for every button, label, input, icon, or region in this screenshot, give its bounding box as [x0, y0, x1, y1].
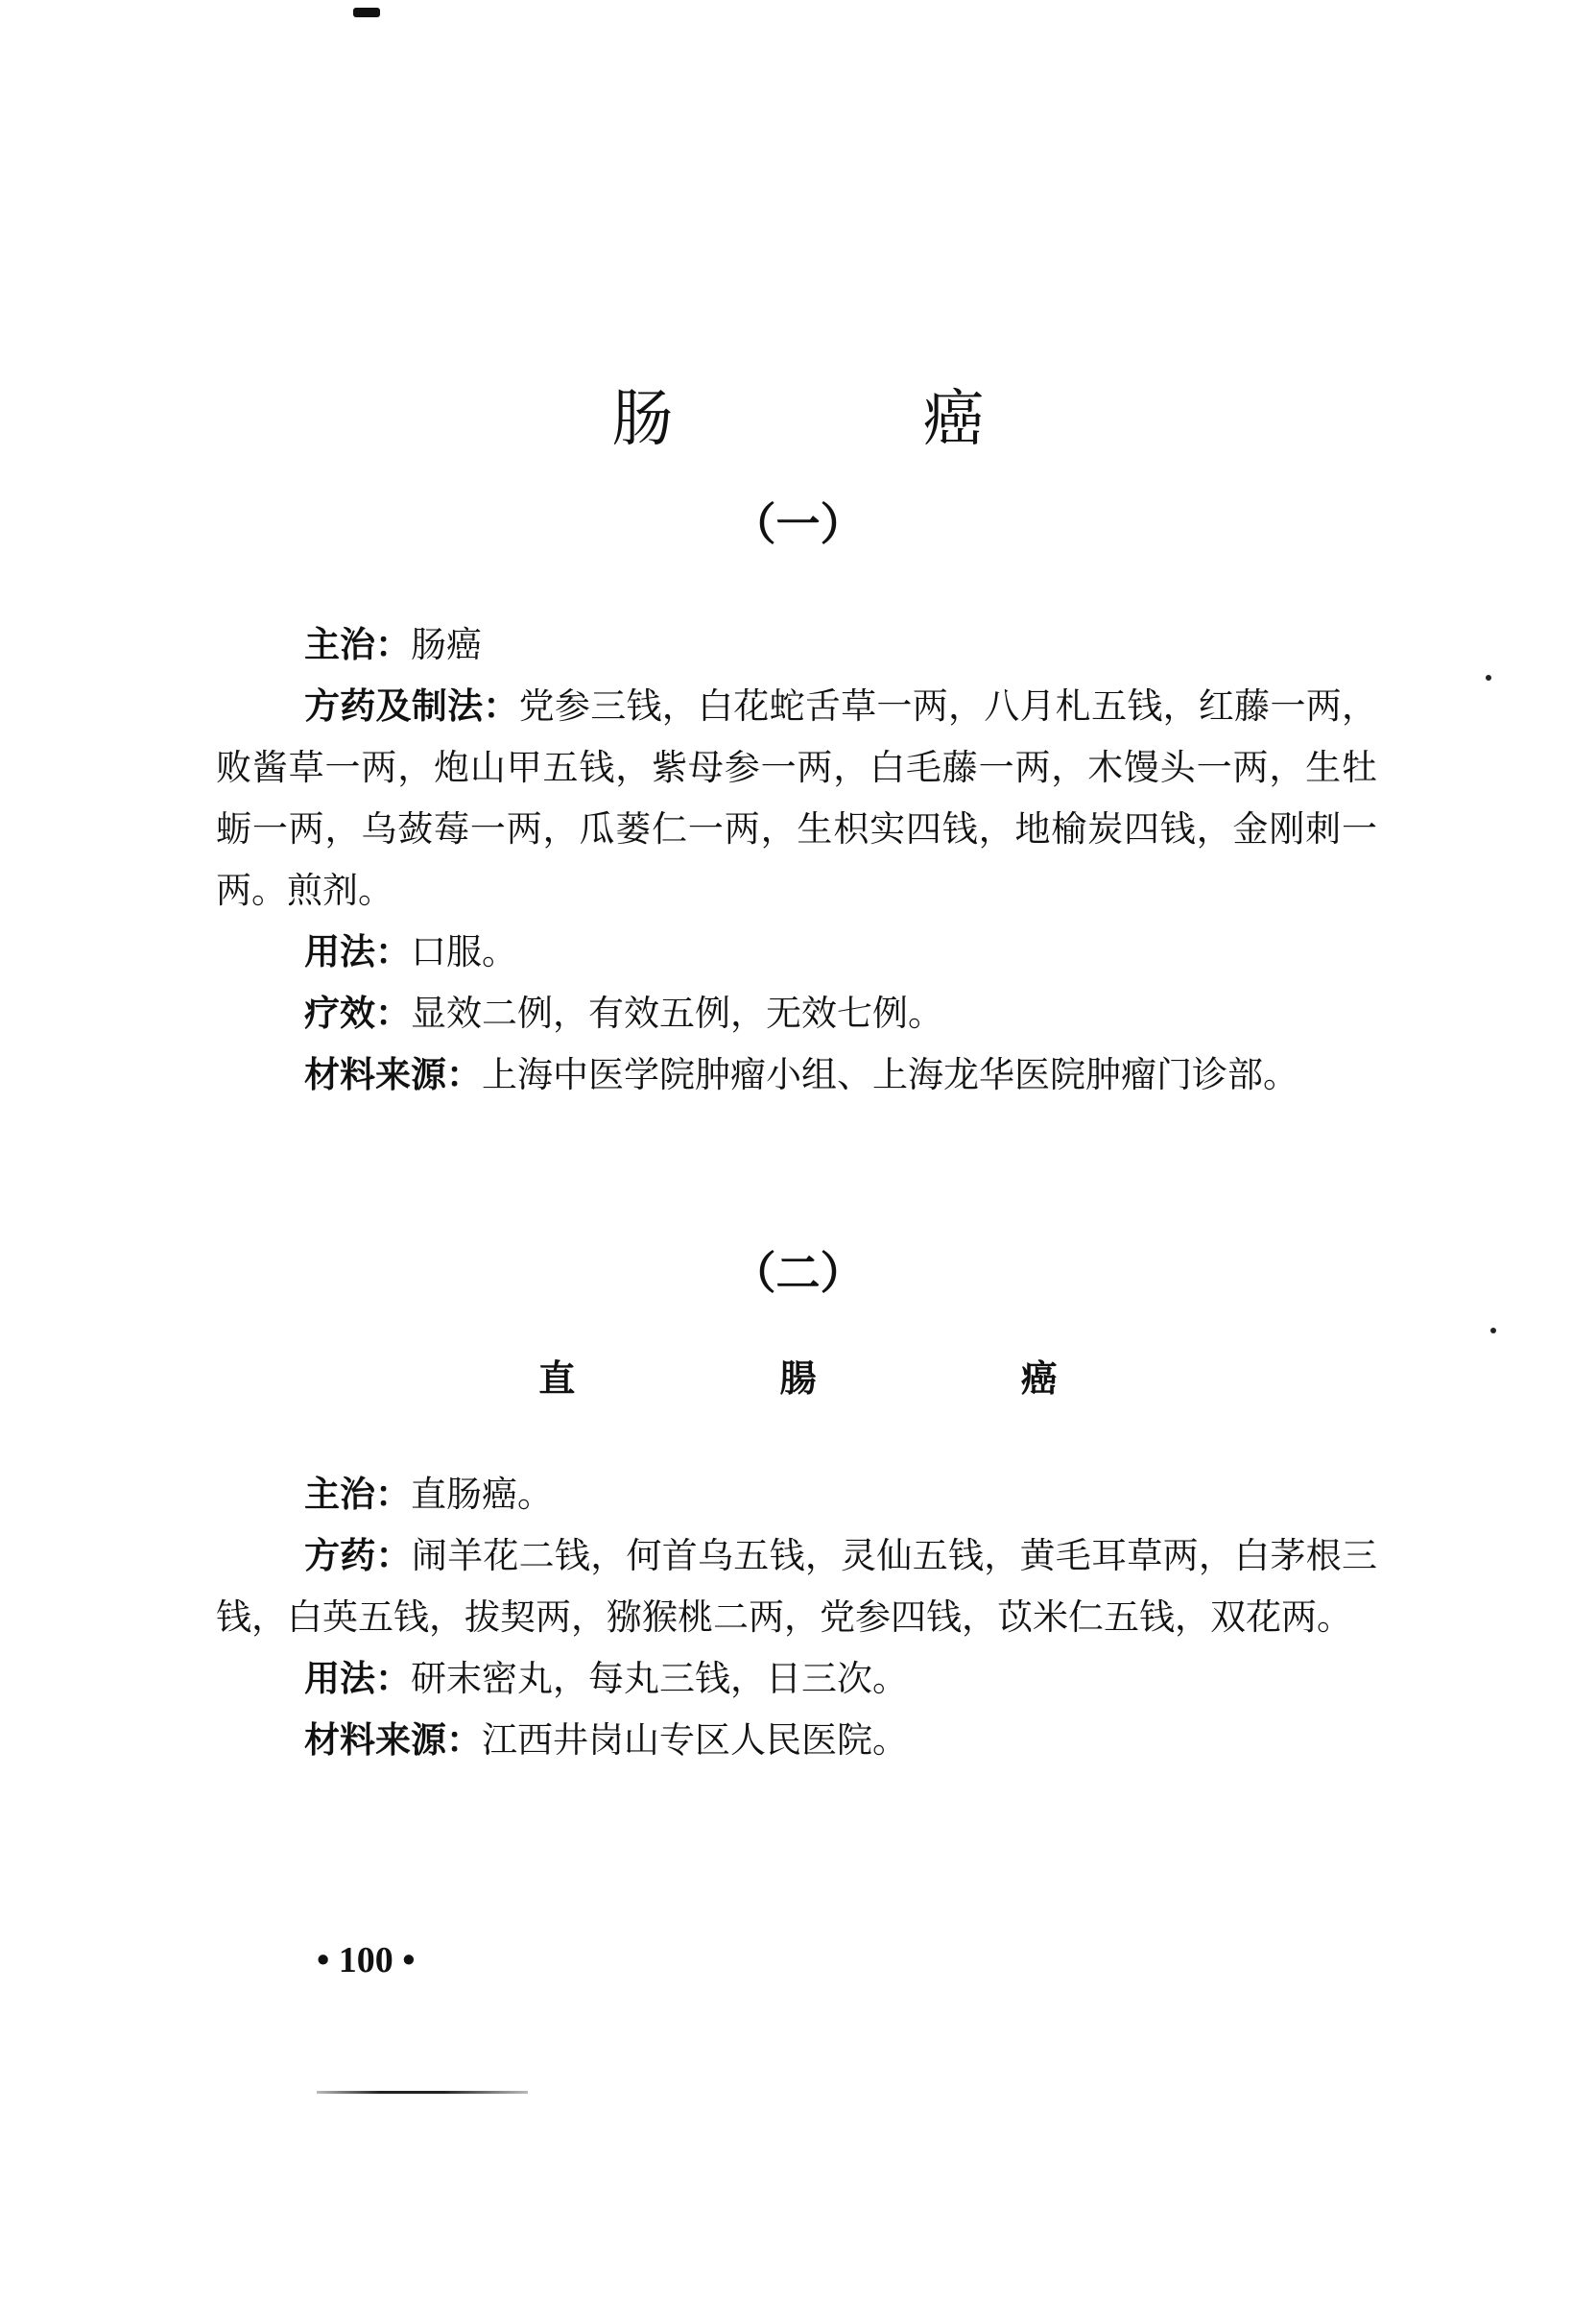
entry-text: 闹羊花二钱，何首乌五钱，灵仙五钱，黄毛耳草两，白茅根三钱，白英五钱，拔契两，猕猴桃二两，党参四钱，苡米仁五钱，双花两。 [216, 1535, 1377, 1638]
entry-label: 方药及制法： [304, 685, 519, 727]
entry-text: 直肠癌。 [411, 1474, 553, 1515]
entry-text: 上海中医学院肿瘤小组、上海龙华医院肿瘤门诊部。 [482, 1054, 1298, 1095]
entry-label: 方药： [304, 1535, 412, 1576]
entry-prescription [216, 1525, 1377, 1648]
scan-speck [1490, 1328, 1496, 1333]
entry-label: 材料来源： [304, 1719, 482, 1761]
section-1-body [216, 614, 1377, 1106]
page-number: • 100 • [317, 1940, 416, 1980]
entry-text: 江西井岗山专区人民医院。 [482, 1719, 908, 1761]
entry-label: 用法： [304, 931, 411, 972]
entry-text: 党参三钱，白花蛇舌草一两，八月札五钱，红藤一两，败酱草一两，炮山甲五钱，紫母参一两，白毛藤一两，木馒头一两，生牡蛎一两，乌蔹莓一两，瓜蒌仁一两，生枳实四钱，地榆炭四钱，金刚刺一两。煎剂。 [216, 685, 1377, 911]
entry-usage [216, 1648, 1377, 1710]
entry-indication [216, 614, 1377, 676]
section-1-number: （一） [731, 498, 865, 550]
entry-label: 主治： [304, 1474, 411, 1515]
page-title: 肠 癌 [611, 384, 1100, 455]
scan-speck [1486, 675, 1491, 681]
entry-text: 肠癌 [411, 624, 482, 665]
entry-label: 主治： [304, 624, 411, 665]
entry-source [216, 1710, 1377, 1771]
scan-mark [353, 8, 380, 17]
entry-text: 研末密丸，每丸三钱，日三次。 [411, 1658, 908, 1699]
entry-text: 显效二例，有效五例，无效七例。 [411, 993, 943, 1034]
entry-efficacy [216, 983, 1377, 1044]
section-2-number: （二） [731, 1247, 865, 1299]
entry-label: 用法： [304, 1658, 411, 1699]
entry-indication [216, 1464, 1377, 1525]
footer-rule [317, 2091, 528, 2094]
entry-label: 材料来源： [304, 1054, 482, 1095]
section-2-body [216, 1464, 1377, 1771]
entry-label: 疗效： [304, 993, 411, 1034]
entry-text: 口服。 [411, 931, 517, 972]
section-2-subtitle: 直 腸 癌 [538, 1356, 1154, 1400]
entry-prescription [216, 676, 1377, 922]
entry-source [216, 1044, 1377, 1106]
entry-usage [216, 922, 1377, 983]
